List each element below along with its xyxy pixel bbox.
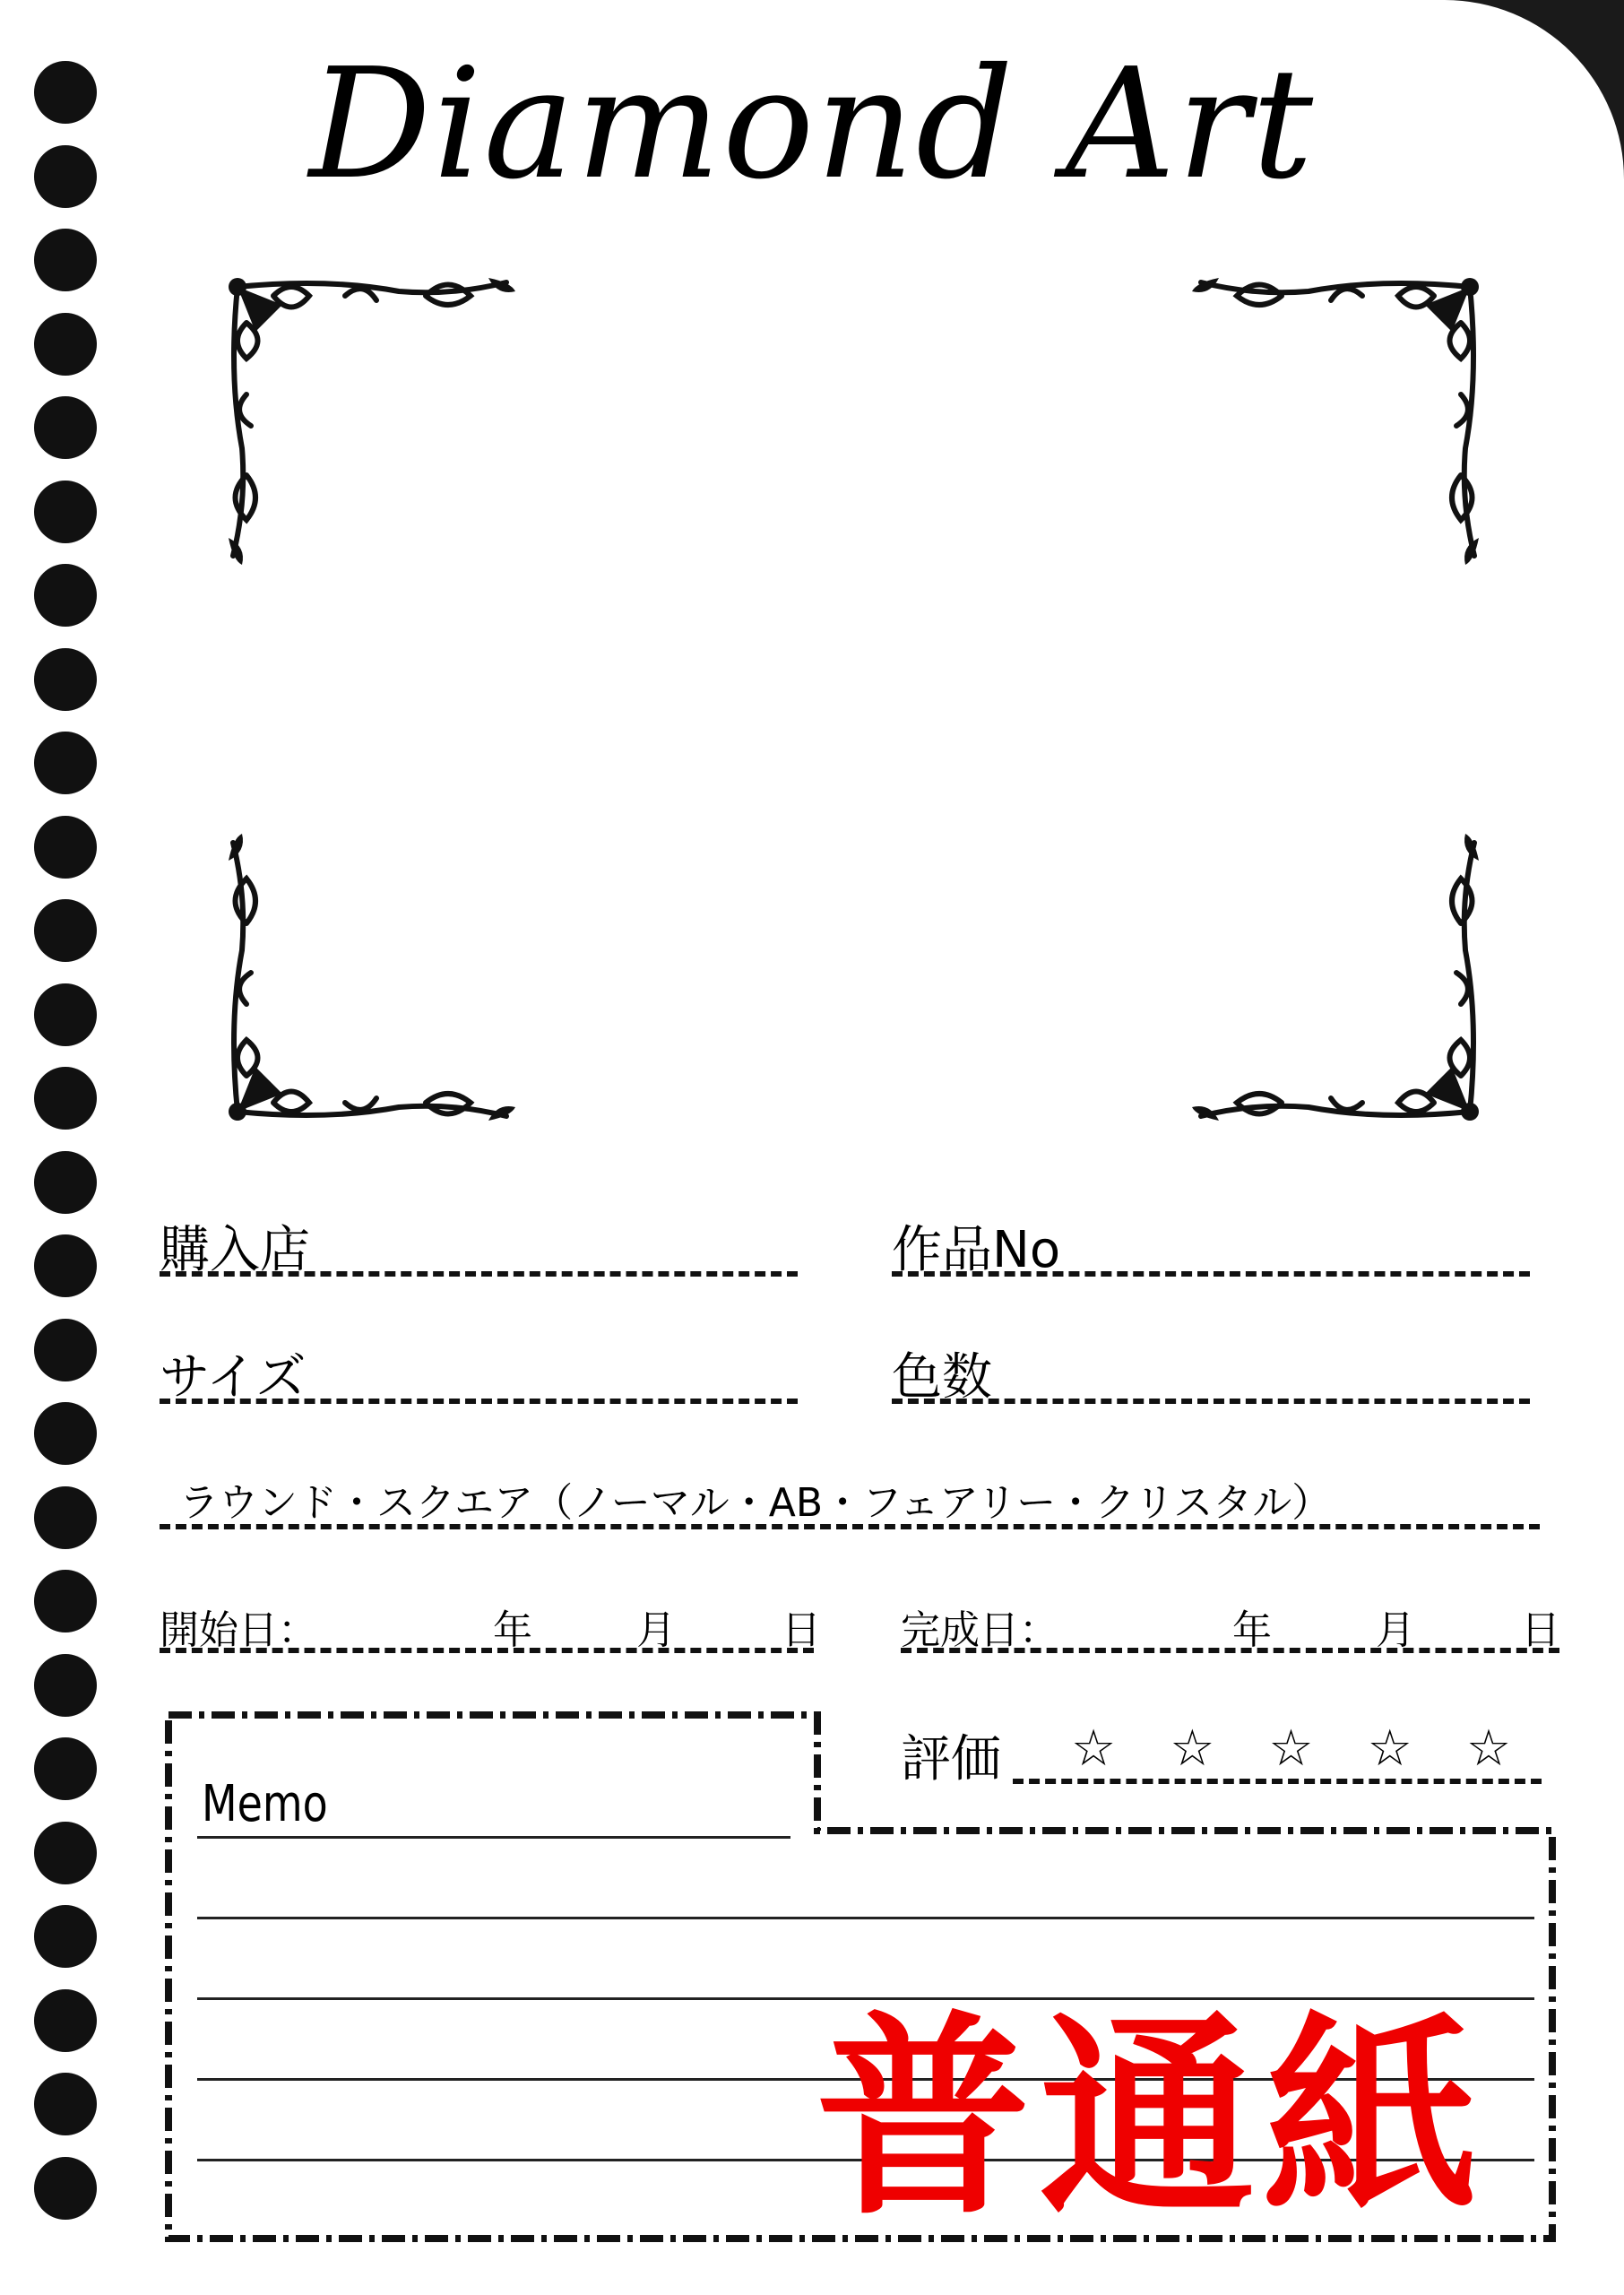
work-no-field[interactable] <box>892 1271 1530 1277</box>
binder-hole-icon <box>34 1151 97 1214</box>
binder-hole-icon <box>34 1654 97 1717</box>
binder-hole-icon <box>34 1570 97 1632</box>
page-title: Diamond Art <box>308 36 1316 213</box>
binder-hole-icon <box>34 1737 97 1800</box>
finish-year-unit: 年 <box>1232 1607 1272 1653</box>
start-date-label: 開始日： <box>160 1607 317 1653</box>
binder-hole-icon <box>34 816 97 879</box>
binder-hole-icon <box>34 899 97 962</box>
memo-line <box>197 1836 790 1839</box>
corner-flourish-icon <box>1183 825 1488 1130</box>
finish-date-field[interactable] <box>901 1648 1559 1653</box>
size-label: サイズ <box>160 1348 307 1407</box>
binder-hole-icon <box>34 313 97 376</box>
rating-stars[interactable]: ☆☆☆☆☆ <box>1071 1719 1566 1778</box>
binder-hole-icon <box>34 1822 97 1884</box>
binder-hole-icon <box>34 229 97 291</box>
binder-hole-icon <box>34 1234 97 1297</box>
start-year-unit: 年 <box>493 1607 532 1653</box>
corner-flourish-icon <box>220 825 524 1130</box>
binder-hole-icon <box>34 396 97 459</box>
binder-hole-icon <box>34 648 97 711</box>
corner-flourish-icon <box>220 269 524 574</box>
finish-date-label: 完成日： <box>901 1607 1058 1653</box>
binder-hole-icon <box>34 983 97 1046</box>
finish-day-unit: 日 <box>1521 1607 1560 1653</box>
finish-month-unit: 月 <box>1376 1607 1415 1653</box>
color-count-label: 色数 <box>892 1348 992 1407</box>
binder-hole-icon <box>34 1905 97 1968</box>
binder-hole-icon <box>34 1067 97 1130</box>
binder-hole-icon <box>34 1989 97 2052</box>
binder-hole-icon <box>34 481 97 543</box>
color-count-field[interactable] <box>892 1399 1530 1404</box>
start-day-unit: 日 <box>782 1607 821 1653</box>
start-date-field[interactable] <box>160 1648 814 1653</box>
shop-label: 購入店 <box>160 1221 310 1279</box>
shop-field[interactable] <box>160 1271 798 1277</box>
binder-hole-icon <box>34 1402 97 1465</box>
binder-hole-icon <box>34 564 97 627</box>
binder-hole-icon <box>34 732 97 794</box>
memo-line <box>197 1917 1534 1919</box>
work-no-label: 作品No <box>892 1221 1061 1279</box>
binder-hole-icon <box>34 1319 97 1381</box>
binder-hole-icon <box>34 1486 97 1549</box>
memo-label: Memo <box>202 1775 328 1833</box>
corner-flourish-icon <box>1183 269 1488 574</box>
start-month-unit: 月 <box>636 1607 676 1653</box>
rating-label: 評価 <box>901 1730 1001 1788</box>
binder-hole-icon <box>34 2157 97 2220</box>
paper-type-stamp: 普通紙 <box>816 1993 1489 2244</box>
drill-type-options[interactable]: ラウンド・スクエア（ノーマル・AB・フェアリー・クリスタル） <box>179 1480 1332 1526</box>
size-field[interactable] <box>160 1399 798 1404</box>
binder-hole-icon <box>34 2073 97 2135</box>
drill-type-line <box>160 1524 1540 1529</box>
